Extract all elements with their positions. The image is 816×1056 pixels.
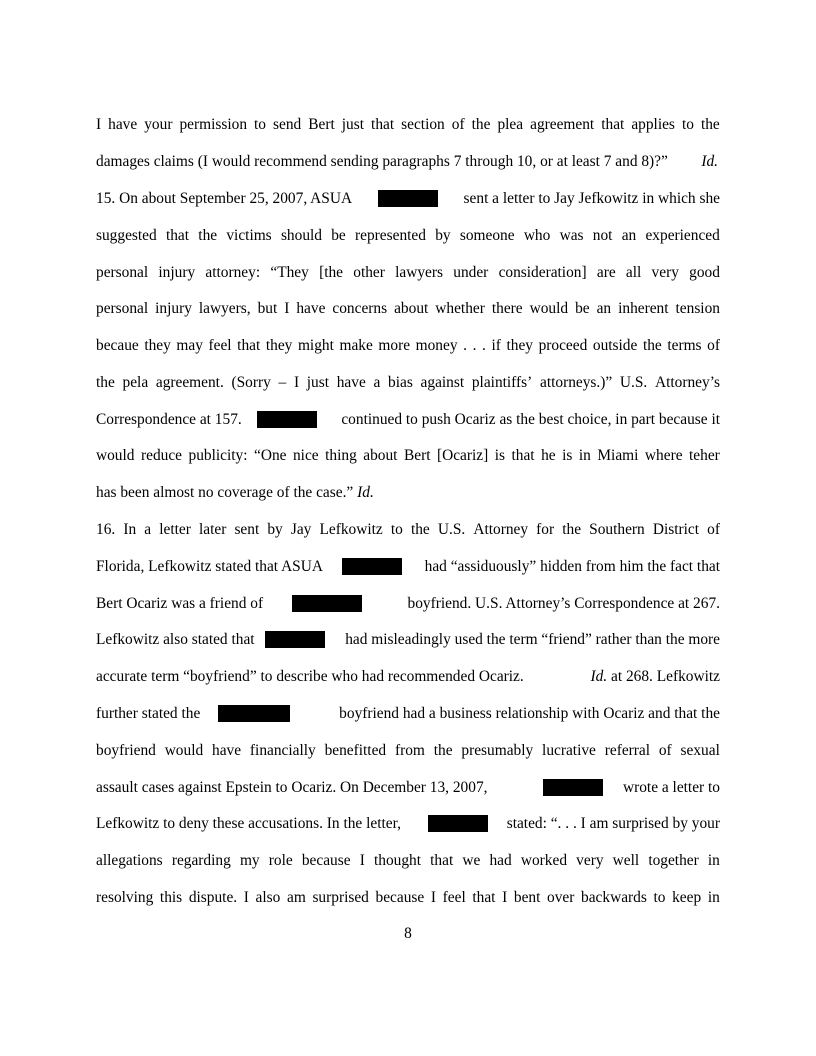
word: good	[689, 264, 720, 281]
word: my	[239, 852, 260, 869]
word: might	[297, 337, 334, 354]
citation-id: Id.	[701, 153, 718, 170]
word: the	[562, 521, 582, 538]
text-run: wrote a letter to	[622, 779, 720, 796]
word: because	[301, 852, 351, 869]
word: in	[707, 889, 720, 906]
word: well	[612, 852, 640, 869]
word: benefitted	[324, 742, 387, 759]
word: Miami	[597, 447, 639, 464]
word: backwards	[581, 889, 647, 906]
word: send	[273, 116, 302, 133]
word: that	[430, 852, 454, 869]
text-run: Lefkowitz also stated that	[96, 631, 255, 648]
word: against	[420, 374, 465, 391]
word: make	[339, 337, 373, 354]
text-line	[96, 888, 720, 908]
word: teher	[689, 447, 720, 464]
word: worked	[520, 852, 568, 869]
redaction-block	[543, 779, 603, 796]
word: to	[653, 889, 666, 906]
word: all	[625, 264, 642, 281]
word: agreement	[530, 116, 595, 133]
word: are	[596, 264, 616, 281]
word: lawyers,	[198, 300, 251, 317]
word: tension	[675, 300, 720, 317]
word: role	[268, 852, 293, 869]
word: by	[435, 227, 451, 244]
word: was	[559, 227, 584, 244]
word: should	[280, 227, 322, 244]
text-run: Bert Ocariz was a friend of	[96, 595, 264, 612]
word: lucrative	[542, 742, 596, 759]
word: is	[562, 447, 573, 464]
text-line	[96, 667, 720, 687]
text-line	[96, 741, 720, 761]
text-line	[96, 115, 720, 135]
text-run: Lefkowitz to deny these accusations. In the letter,	[96, 815, 401, 832]
word: letter	[159, 521, 191, 538]
word: they	[265, 337, 293, 354]
word: whether	[435, 300, 485, 317]
text-run: stated: “. . . I am surprised by your	[506, 815, 720, 832]
word: but	[257, 300, 278, 317]
word: may	[176, 337, 203, 354]
word: am	[286, 889, 306, 906]
word: (Sorry	[231, 374, 271, 391]
word: would	[529, 300, 569, 317]
word: attorneys.)”	[539, 374, 613, 391]
word: of	[707, 337, 720, 354]
word: that	[601, 116, 625, 133]
redaction-block	[342, 558, 402, 575]
text-line	[96, 557, 720, 577]
word: inherent	[618, 300, 669, 317]
text-line	[96, 594, 720, 614]
word: District	[652, 521, 700, 538]
text-line	[96, 483, 720, 503]
word: by	[267, 521, 283, 538]
word: later	[198, 521, 227, 538]
word: this	[159, 889, 183, 906]
text-run: continued to push Ocariz as the best choice, in part because it	[341, 411, 720, 428]
word: I	[502, 889, 508, 906]
word: boyfriend	[96, 742, 156, 759]
word: terms	[667, 337, 702, 354]
text-run: assault cases against Epstein to Ocariz. On December 13, 2007,	[96, 779, 488, 796]
word: there	[491, 300, 523, 317]
text-run: boyfriend. U.S. Attorney’s Correspondence at 267.	[407, 595, 720, 612]
word: I	[284, 300, 290, 317]
word: –	[278, 374, 287, 391]
word: dispute.	[188, 889, 238, 906]
word: I	[293, 374, 300, 391]
word: just	[306, 374, 330, 391]
text-run: had misleadingly used the term “friend” rather than the more	[345, 631, 720, 648]
word: I	[96, 116, 102, 133]
word: the	[433, 742, 453, 759]
word: agreement.	[155, 374, 224, 391]
text-run: further stated the	[96, 705, 201, 722]
word: nice	[292, 447, 319, 464]
word: that	[165, 227, 190, 244]
word: plaintiffs’	[471, 374, 533, 391]
word: plea	[497, 116, 524, 133]
word: who	[523, 227, 551, 244]
word: thing	[325, 447, 357, 464]
word: lawyers	[395, 264, 444, 281]
word: over	[547, 889, 575, 906]
word: they	[506, 337, 533, 354]
text-line	[96, 446, 720, 466]
text-run: at 268. Lefkowitz	[611, 668, 720, 685]
text-line	[96, 814, 720, 834]
word: have	[108, 116, 138, 133]
word: an	[621, 227, 637, 244]
word: that	[472, 889, 496, 906]
redaction-block	[428, 815, 488, 832]
word: the	[198, 227, 218, 244]
text-run: boyfriend had a business relationship with Ocariz and that the	[339, 705, 720, 722]
word: money	[415, 337, 458, 354]
text-line	[96, 778, 720, 798]
word: Attorney’s	[654, 374, 720, 391]
word: in	[578, 447, 591, 464]
word: concerns	[332, 300, 388, 317]
redaction-block	[218, 705, 290, 722]
word: I	[430, 889, 437, 906]
word: where	[644, 447, 683, 464]
word: presumably	[461, 742, 534, 759]
word: In	[123, 521, 137, 538]
word: reduce	[140, 447, 182, 464]
text-run: has been almost no coverage of the case.”	[96, 484, 354, 501]
redaction-block	[257, 411, 317, 428]
word: an	[596, 300, 612, 317]
text-line	[96, 299, 720, 319]
word: allegations	[96, 852, 163, 869]
word: is	[494, 447, 505, 464]
word: from	[394, 742, 425, 759]
word: Lefkowitz	[319, 521, 383, 538]
word: have	[296, 300, 326, 317]
word: feel	[208, 337, 232, 354]
word: sent	[234, 521, 260, 538]
word: experienced	[645, 227, 720, 244]
word: I	[243, 889, 249, 906]
word: about	[394, 300, 429, 317]
word: outside	[592, 337, 638, 354]
word: he	[541, 447, 556, 464]
word: resolving	[96, 889, 154, 906]
text-run: accurate term “boyfriend” to describe who had recommended Ocariz.	[96, 668, 524, 685]
word: financially	[249, 742, 316, 759]
text-line	[96, 630, 720, 650]
word: that	[237, 337, 261, 354]
word: I	[359, 852, 365, 869]
word: if	[491, 337, 501, 354]
word: injury	[158, 264, 196, 281]
word: a	[373, 374, 381, 391]
word: your	[144, 116, 173, 133]
word: more	[378, 337, 411, 354]
word: to	[390, 521, 403, 538]
text-run: 15. On about September 25, 2007, ASUA	[96, 190, 353, 207]
word: sexual	[680, 742, 720, 759]
word: of	[451, 116, 465, 133]
word: the	[471, 116, 491, 133]
word: personal	[96, 264, 149, 281]
text-line	[96, 851, 720, 871]
word: in	[707, 852, 720, 869]
text-line	[96, 704, 720, 724]
word: just	[341, 116, 365, 133]
word: had	[489, 852, 512, 869]
word: consideration]	[498, 264, 587, 281]
word: section	[401, 116, 445, 133]
word: publicity:	[188, 447, 248, 464]
word: keep	[672, 889, 702, 906]
citation-id: Id.	[357, 484, 374, 501]
word: they	[144, 337, 171, 354]
word: “One	[254, 447, 287, 464]
word: attorney:	[205, 264, 261, 281]
word: .	[463, 337, 467, 354]
word: the	[410, 521, 430, 538]
word: thought	[373, 852, 422, 869]
word: be	[331, 227, 346, 244]
word: have	[212, 742, 242, 759]
word: very	[576, 852, 604, 869]
word: someone	[459, 227, 515, 244]
word: to	[254, 116, 267, 133]
word: together	[648, 852, 699, 869]
word: regarding	[171, 852, 231, 869]
word: Southern	[589, 521, 645, 538]
redaction-block	[292, 595, 362, 612]
word: would	[96, 447, 135, 464]
word: 16.	[96, 521, 116, 538]
word: have	[336, 374, 366, 391]
text-run: had “assiduously” hidden from him the fact that	[424, 558, 720, 575]
word: of	[658, 742, 672, 759]
text-line	[96, 226, 720, 246]
word: of	[707, 521, 720, 538]
word: personal	[96, 300, 149, 317]
word: .	[472, 337, 477, 354]
text-line	[96, 152, 720, 172]
word: pela	[122, 374, 149, 391]
word: U.S.	[437, 521, 466, 538]
word: Attorney	[473, 521, 529, 538]
word: the	[642, 337, 662, 354]
word: bias	[388, 374, 413, 391]
word: be	[575, 300, 590, 317]
word: becaue	[96, 337, 139, 354]
redaction-block	[378, 190, 438, 207]
text-line	[96, 373, 720, 393]
word: applies	[631, 116, 675, 133]
citation-id: Id.	[590, 668, 608, 685]
word: U.S.	[619, 374, 648, 391]
word: for	[536, 521, 555, 538]
word: permission	[179, 116, 248, 133]
word: feel	[442, 889, 466, 906]
text-run: Florida, Lefkowitz stated that ASUA	[96, 558, 323, 575]
word: surprised	[312, 889, 369, 906]
word: not	[592, 227, 613, 244]
text-run: Correspondence at 157.	[96, 411, 242, 428]
word: injury	[155, 300, 192, 317]
word: because	[375, 889, 425, 906]
word: Jay	[290, 521, 312, 538]
text-line	[96, 189, 720, 209]
word: to	[681, 116, 694, 133]
word: also	[255, 889, 281, 906]
word: we	[462, 852, 481, 869]
page-number: 8	[404, 925, 412, 942]
word: bent	[513, 889, 541, 906]
word: Bert	[308, 116, 335, 133]
word: .	[482, 337, 486, 354]
redaction-block	[265, 631, 325, 648]
word: that	[511, 447, 535, 464]
word: very	[651, 264, 679, 281]
word: about	[363, 447, 398, 464]
text-line	[96, 263, 720, 283]
text-line	[96, 336, 720, 356]
word: under	[453, 264, 489, 281]
word: [Ocariz]	[436, 447, 489, 464]
text-run: damages claims (I would recommend sending paragraphs 7 through 10, or at least 7 and 8)?”	[96, 153, 668, 170]
word: would	[164, 742, 204, 759]
word: suggested	[96, 227, 157, 244]
word: referral	[604, 742, 651, 759]
word: the	[700, 116, 720, 133]
word: Bert	[403, 447, 431, 464]
word: victims	[226, 227, 272, 244]
word: that	[371, 116, 395, 133]
text-line	[96, 520, 720, 540]
text-line	[96, 410, 720, 430]
word: “They	[270, 264, 309, 281]
text-run: sent a letter to Jay Jefkowitz in which she	[463, 190, 720, 207]
word: proceed	[538, 337, 588, 354]
word: other	[353, 264, 385, 281]
word: represented	[355, 227, 426, 244]
word: the	[96, 374, 115, 391]
word: a	[144, 521, 152, 538]
word: [the	[319, 264, 344, 281]
